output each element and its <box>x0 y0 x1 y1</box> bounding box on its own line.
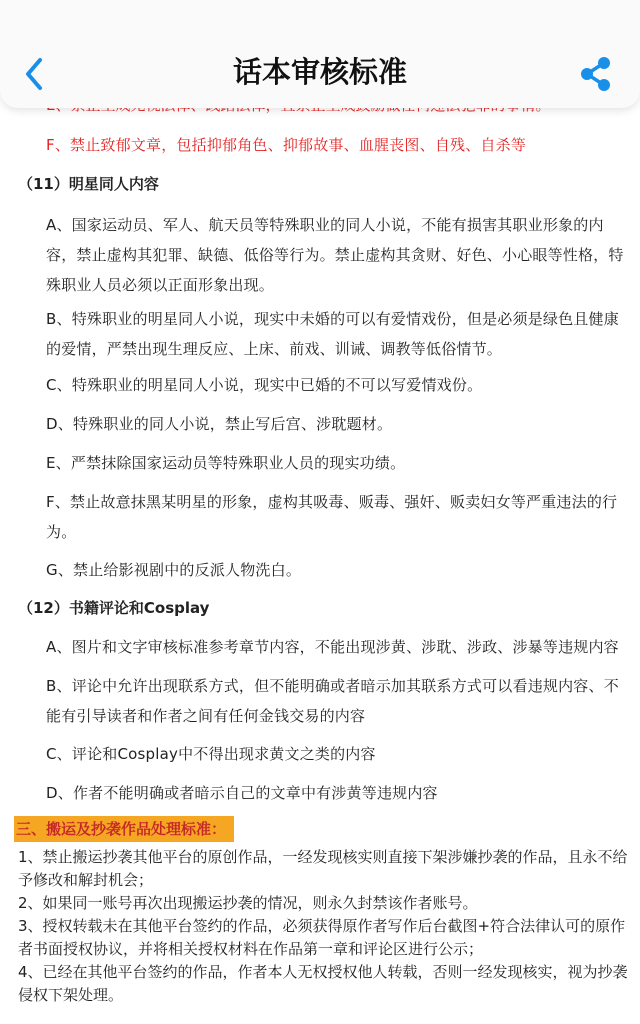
section-11-item-a: A、国家运动员、军人、航天员等特殊职业的同人小说，不能有损害其职业形象的内容，禁止虚构其犯罪、缺德、低俗等行为。禁止虚构其贪财、好色、小心眼等性格，特殊职业人员必须以正面形象出现。 <box>46 216 624 294</box>
share-button[interactable] <box>578 56 614 92</box>
page-title: 话本审核标准 <box>232 55 407 89</box>
section-12-item-b: B、评论中允许出现联系方式，但不能明确或者暗示加其联系方式可以看违规内容、不能有引导读者和作者之间有任何金钱交易的内容 <box>46 677 619 725</box>
section-12-heading: （12）书籍评论和Cosplay <box>18 599 210 617</box>
list-item: 2、如果同一账号再次出现搬运抄袭的情况，则永久封禁该作者账号。 <box>18 894 478 912</box>
section-11-item-c: C、特殊职业的明星同人小说，现实中已婚的不可以写爱情戏份。 <box>46 376 483 394</box>
section-12-item-a: A、图片和文字审核标准参考章节内容，不能出现涉黄、涉耽、涉政、涉暴等违规内容 <box>46 638 619 656</box>
section-11-heading: （11）明星同人内容 <box>18 175 159 193</box>
list-item: 4、已经在其他平台签约的作品，作者本人无权授权他人转载，否则一经发现核实，视为抄袭侵权下架处理。 <box>18 963 628 1004</box>
section-11-item-f: F、禁止故意抹黑某明星的形象，虚构其吸毒、贩毒、强奸、贩卖妇女等严重违法的行为。 <box>46 493 618 541</box>
section-11-item-e: E、严禁抹除国家运动员等特殊职业人员的现实功绩。 <box>46 454 406 472</box>
article-content[interactable] <box>0 86 640 1024</box>
section-3-list <box>18 846 628 1007</box>
list-item: 1、禁止搬运抄袭其他平台的原创作品，一经发现核实则直接下架涉嫌抄袭的作品，且永不给予修改和解封机会； <box>18 848 628 889</box>
section-12-item-d: D、作者不能明确或者暗示自己的文章中有涉黄等违规内容 <box>46 784 438 802</box>
list-item: 3、授权转载未在其他平台签约的作品，必须获得原作者写作后台截图+符合法律认可的原作者书面授权协议，并将相关授权材料在作品第一章和评论区进行公示； <box>18 917 626 958</box>
section-11-item-d: D、特殊职业的同人小说，禁止写后宫、涉耽题材。 <box>46 415 393 433</box>
share-icon <box>578 56 614 92</box>
section-11-item-b: B、特殊职业的明星同人小说，现实中未婚的可以有爱情戏份，但是必须是绿色且健康的爱情，严禁出现生理反应、上床、前戏、训诫、调教等低俗情节。 <box>46 310 619 358</box>
section-11-item-g: G、禁止给影视剧中的反派人物洗白。 <box>46 561 302 579</box>
section-12-item-c: C、评论和Cosplay中不得出现求黄文之类的内容 <box>46 745 376 763</box>
section-3-title: 三、搬运及抄袭作品处理标准： <box>14 816 234 842</box>
rule-f-depressing: F、禁止致郁文章，包括抑郁角色、抑郁故事、血腥丧图、自残、自杀等 <box>46 136 527 154</box>
app-header <box>0 0 640 108</box>
